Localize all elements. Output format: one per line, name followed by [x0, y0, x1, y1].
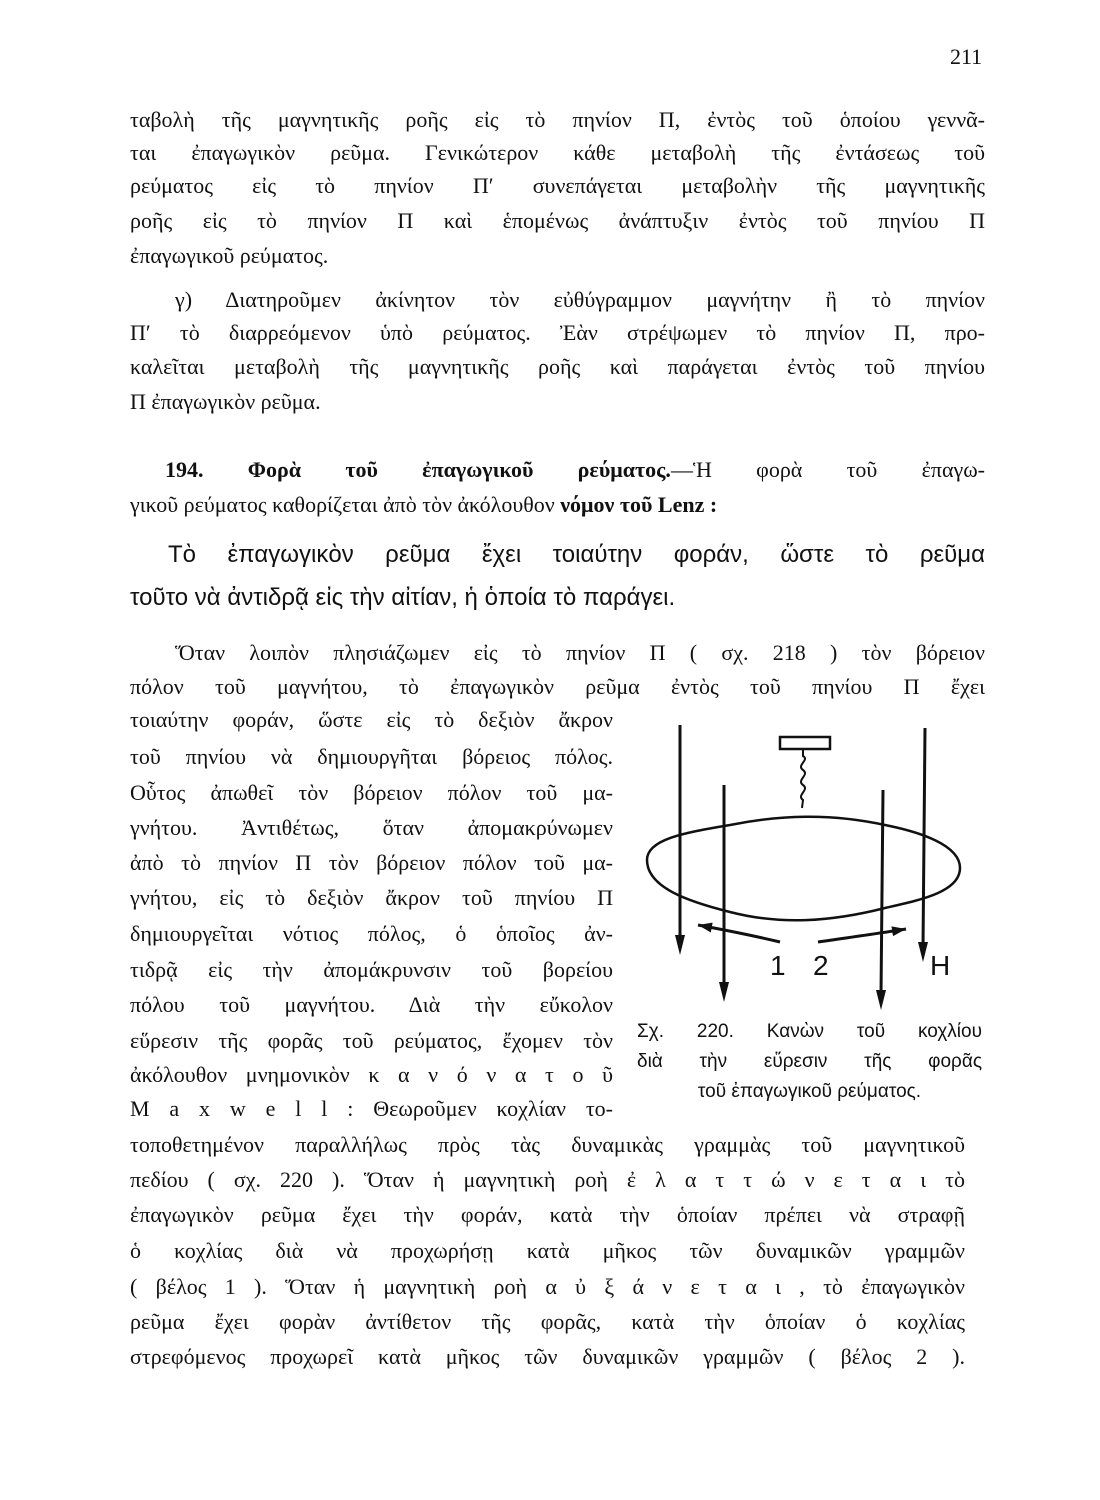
left-column-line: Οὗτος ἀπωθεῖ τὸν βόρειον πόλον τοῦ μα-	[130, 780, 613, 805]
corkscrew-spiral	[801, 749, 805, 808]
paragraph-line: ἐπαγωγικοῦ ρεύματος.	[130, 243, 329, 268]
left-column-line: πόλου τοῦ μαγνήτου. Διὰ τὴν εὔκολον	[130, 992, 613, 1017]
paragraph-line: ἐπαγωγικὸν ρεῦμα ἔχει τὴν φοράν, κατὰ τὴν ὁποίαν πρέπει νὰ στραφῇ	[130, 1202, 965, 1227]
left-column-line: εὕρεσιν τῆς φορᾶς τοῦ ρεύματος, ἔχομεν τὸν	[130, 1028, 613, 1053]
paragraph-line: τοποθετημένον παραλλήλως πρὸς τὰς δυναμικὰς γραμμὰς τοῦ μαγνητικοῦ	[130, 1132, 965, 1157]
arrow-1	[698, 925, 780, 942]
left-column-line: τιδρᾷ εἰς τὴν ἀπομάκρυνσιν τοῦ βορείου	[130, 957, 613, 982]
page-number: 211	[950, 44, 983, 69]
left-column-line: γνήτου. Ἀντιθέτως, ὅταν ἀπομακρύνωμεν	[130, 815, 613, 840]
field-line-inner-left-arrow	[719, 982, 729, 1002]
paragraph-line: στρεφόμενος προχωρεῖ κατὰ μῆκος τῶν δυναμικῶν γραμμῶν ( βέλος 2 ).	[130, 1344, 965, 1369]
left-column-line: τοιαύτην φοράν, ὥστε εἰς τὸ δεξιὸν ἄκρον	[130, 707, 613, 732]
paragraph-line: ρεύματος εἰς τὸ πηνίον Π′ συνεπάγεται μεταβολὴν τῆς μαγνητικῆς	[130, 173, 985, 198]
paragraph-line: πεδίου ( σχ. 220 ). Ὅταν ἡ μαγνητικὴ ροὴ ἐ λ α τ τ ώ ν ε τ α ι τὸ	[130, 1167, 965, 1192]
section-intro-text: γικοῦ ρεύματος καθορίζεται ἀπὸ τὸν ἀκόλουθον	[130, 492, 561, 517]
left-column-line: M a x w e l l : Θεωροῦμεν κοχλίαν το-	[130, 1096, 613, 1121]
section-title: Φορὰ τοῦ ἐπαγωγικοῦ ρεύματος.	[247, 457, 671, 482]
field-line-outer-left-arrow	[675, 935, 685, 955]
paragraph-line: ται ἐπαγωγικὸν ρεῦμα. Γενικώτερον κάθε μεταβολὴ τῆς ἐντάσεως τοῦ	[130, 140, 985, 165]
left-column-line: γνήτου, εἰς τὸ δεξιὸν ἄκρον τοῦ πηνίου Π	[130, 885, 613, 910]
left-column-line: ἀκόλουθον μνημονικὸν κ α ν ό ν α τ ο ῦ	[130, 1062, 613, 1087]
figure-caption-line: τοῦ ἐπαγωγικοῦ ρεύματος.	[697, 1081, 922, 1102]
section-number: 194.	[165, 457, 204, 482]
left-column-line: τοῦ πηνίου νὰ δημιουργῆται βόρειος πόλος.	[130, 744, 613, 769]
paragraph-line: ταβολὴ τῆς μαγνητικῆς ροῆς εἰς τὸ πηνίον Π, ἐντὸς τοῦ ὁποίου γεννᾶ-	[130, 107, 985, 132]
paragraph-line: ὁ κοχλίας διὰ νὰ προχωρήσῃ κατὰ μῆκος τῶν δυναμικῶν γραμμῶν	[130, 1238, 965, 1263]
paragraph-line: Π′ τὸ διαρρεόμενον ὑπὸ ρεύματος. Ἐὰν στρέψωμεν τὸ πηνίον Π, προ-	[130, 320, 985, 345]
field-line-inner-right	[881, 790, 883, 995]
lenz-law-line: Τὸ ἐπαγωγικὸν ρεῦμα ἔχει τοιαύτην φοράν, ὥστε τὸ ρεῦμα	[168, 541, 985, 568]
lenz-law-name: νόμον τοῦ Lenz :	[560, 492, 718, 517]
paragraph-line: πόλον τοῦ μαγνήτου, τὸ ἐπαγωγικὸν ρεῦμα ἐντὸς τοῦ πηνίου Π ἔχει	[130, 674, 985, 699]
paragraph-line: ρεῦμα ἔχει φορὰν ἀντίθετον τῆς φορᾶς, κατὰ τὴν ὁποίαν ὁ κοχλίας	[130, 1309, 965, 1334]
paragraph-line: καλεῖται μεταβολὴ τῆς μαγνητικῆς ροῆς καὶ παράγεται ἐντὸς τοῦ πηνίου	[130, 354, 985, 379]
lenz-law-line: τοῦτο νὰ ἀντιδρᾷ εἰς τὴν αἰτίαν, ἡ ὁποία τὸ παράγει.	[130, 584, 676, 611]
field-line-outer-right-arrow	[918, 942, 928, 962]
section-intro-line	[130, 490, 960, 520]
paragraph-line: Π ἐπαγωγικὸν ρεῦμα.	[130, 389, 321, 414]
left-column-line: ἀπὸ τὸ πηνίον Π τὸν βόρειον πόλον τοῦ μα-	[130, 850, 613, 875]
paragraph-line: ( βέλος 1 ). Ὅταν ἡ μαγνητικὴ ροὴ α ὐ ξ ά ν ε τ α ι , τὸ ἐπαγωγικὸν	[130, 1274, 965, 1299]
figure-caption-line: διὰ τὴν εὕρεσιν τῆς φορᾶς	[637, 1051, 982, 1072]
paragraph-line: ροῆς εἰς τὸ πηνίον Π καὶ ἑπομένως ἀνάπτυξιν ἐντὸς τοῦ πηνίου Π	[130, 208, 985, 233]
paragraph-line: Ὅταν λοιπὸν πλησιάζωμεν εἰς τὸ πηνίον Π ( σχ. 218 ) τὸν βόρειον	[175, 640, 985, 665]
section-heading	[165, 455, 985, 485]
paragraph-line: γ) Διατηροῦμεν ἀκίνητον τὸν εὐθύγραμμον μαγνήτην ἢ τὸ πηνίον	[175, 287, 985, 312]
field-H-label: H	[930, 950, 951, 981]
arrow-1-label: 1	[770, 950, 786, 981]
arrow-2	[818, 929, 906, 942]
left-column-line: δημιουργεῖται νότιος πόλος, ὁ ὁποῖος ἀν-	[130, 921, 613, 946]
coil-loop	[647, 817, 960, 921]
corkscrew-handle	[780, 737, 830, 749]
figure-caption-line: Σχ. 220. Κανὼν τοῦ κοχλίου	[637, 1021, 982, 1042]
arrow-2-label: 2	[813, 950, 829, 981]
section-heading-rest: —Ἡ φορὰ τοῦ ἐπαγω-	[670, 457, 985, 482]
field-line-inner-right-arrow	[876, 990, 886, 1010]
field-line-outer-right	[923, 728, 925, 948]
